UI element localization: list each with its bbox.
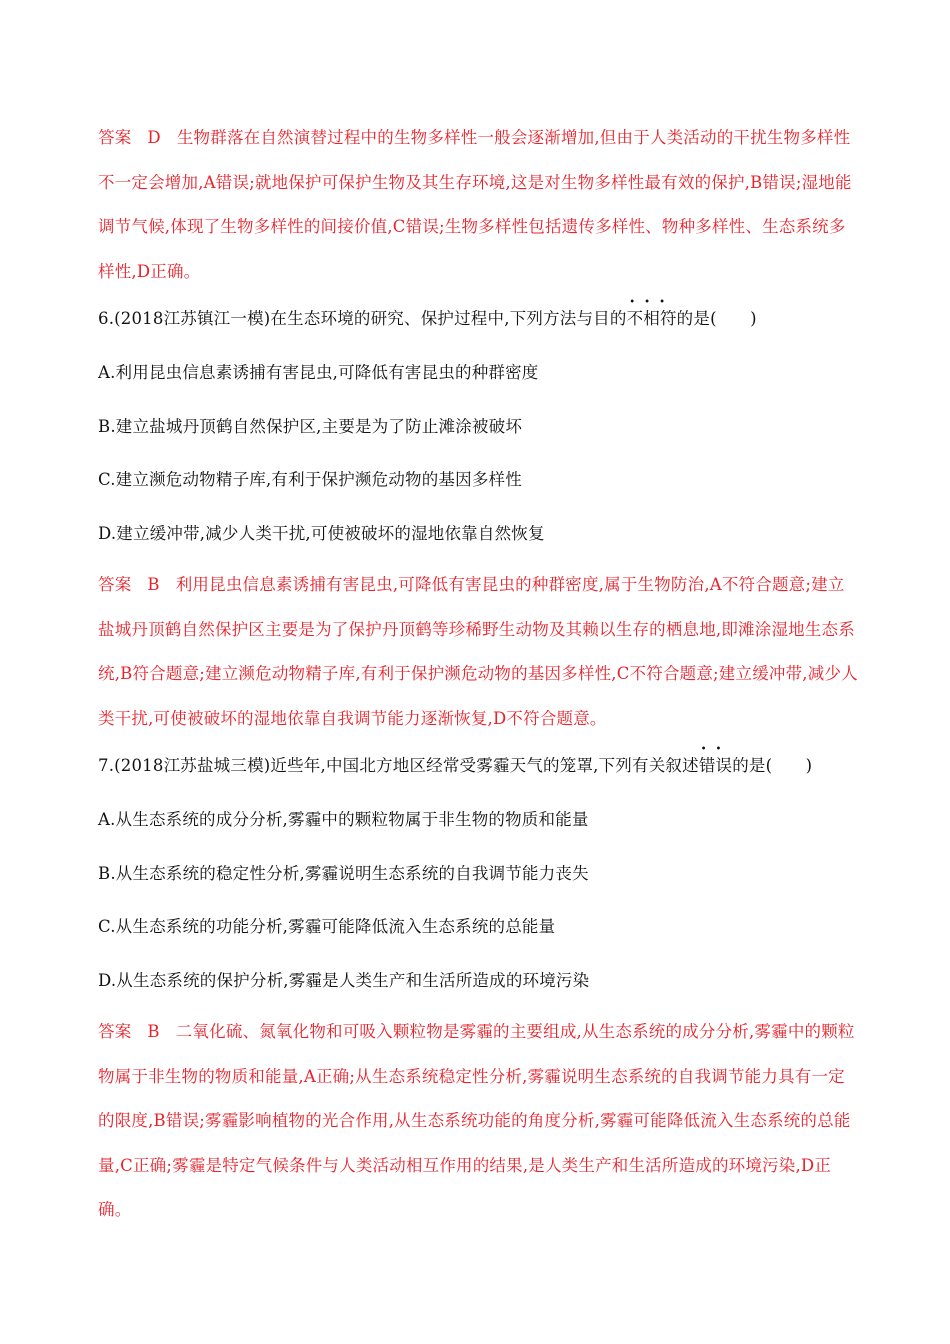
answer-label: 答案 — [98, 575, 132, 594]
question-7-option-b: B.从生态系统的稳定性分析,雾霾说明生态系统的自我调节能力丧失 — [98, 864, 589, 883]
question-6-option-c: C.建立濒危动物精子库,有利于保护濒危动物的基因多样性 — [98, 470, 522, 489]
question-7-option-a: A.从生态系统的成分分析,雾霾中的颗粒物属于非生物的物质和能量 — [98, 810, 589, 829]
question-6-option-b: B.建立盐城丹顶鹤自然保护区,主要是为了防止滩涂被破坏 — [98, 417, 523, 436]
question-stem-end: 的是( ) — [732, 756, 813, 775]
emphasis-dots: •• — [700, 744, 731, 755]
emphasis-word: 错误 — [698, 756, 733, 775]
emphasis-text — [698, 744, 733, 775]
question-7-stem — [98, 744, 858, 777]
answer-choice: B — [147, 1022, 160, 1041]
answer-choice: D — [147, 128, 161, 147]
question-7-option-d: D.从生态系统的保护分析,雾霾是人类生产和生活所造成的环境污染 — [98, 971, 590, 990]
question-stem-start: 7.(2018江苏盐城三模)近些年,中国北方地区经常受雾霾天气的笼罩,下列有关叙述 — [98, 756, 699, 775]
answer-explanation: 二氧化硫、氮氧化物和可吸入颗粒物是雾霾的主要组成,从生态系统的成分分析,雾霾中的颗粒物属于非生物的物质和能量,A正确;从生态系统稳定性分析,雾霾说明生态系统的自我调节能力具有一定的限度,B错误;雾霾影响植物的光合作用,从生态系统功能的角度分析,雾霾可能降低流入生态系统的总能量,C正确;雾霾是特定气候条件与人类活动相互作用的结果,是人类生产和生活所造成的环境污染,D正确。 — [98, 1022, 855, 1219]
emphasis-word: 不相符 — [626, 309, 677, 328]
answer-6 — [98, 563, 858, 741]
question-6-option-a: A.利用昆虫信息素诱捕有害昆虫,可降低有害昆虫的种群密度 — [98, 363, 539, 382]
question-6-option-d: D.建立缓冲带,减少人类干扰,可使被破坏的湿地依靠自然恢复 — [98, 524, 545, 543]
answer-explanation: 利用昆虫信息素诱捕有害昆虫,可降低有害昆虫的种群密度,属于生物防治,A不符合题意;建立盐城丹顶鹤自然保护区主要是为了保护丹顶鹤等珍稀野生动物及其赖以生存的栖息地,即滩涂湿地生态系统,B符合题意;建立濒危动物精子库,有利于保护濒危动物的基因多样性,C不符合题意;建立缓冲带,减少人类干扰,可使被破坏的湿地依靠自我调节能力逐渐恢复,D不符合题意。 — [98, 575, 858, 728]
question-6-stem — [98, 297, 858, 330]
answer-label: 答案 — [98, 1022, 132, 1041]
answer-choice: B — [147, 575, 160, 594]
answer-5 — [98, 116, 858, 294]
answer-7 — [98, 1010, 858, 1233]
emphasis-dots: ••• — [629, 297, 674, 308]
question-stem-end: 的是( ) — [676, 309, 757, 328]
question-stem-start: 6.(2018江苏镇江一模)在生态环境的研究、保护过程中,下列方法与目的 — [98, 309, 627, 328]
answer-label: 答案 — [98, 128, 132, 147]
answer-explanation: 生物群落在自然演替过程中的生物多样性一般会逐渐增加,但由于人类活动的干扰生物多样性不一定会增加,A错误;就地保护可保护生物及其生存环境,这是对生物多样性最有效的保护,B错误;湿地能调节气候,体现了生物多样性的间接价值,C错误;生物多样性包括遗传多样性、物种多样性、生态系统多样性,D正确。 — [98, 128, 852, 281]
emphasis-text — [626, 297, 677, 328]
question-7-option-c: C.从生态系统的功能分析,雾霾可能降低流入生态系统的总能量 — [98, 917, 556, 936]
